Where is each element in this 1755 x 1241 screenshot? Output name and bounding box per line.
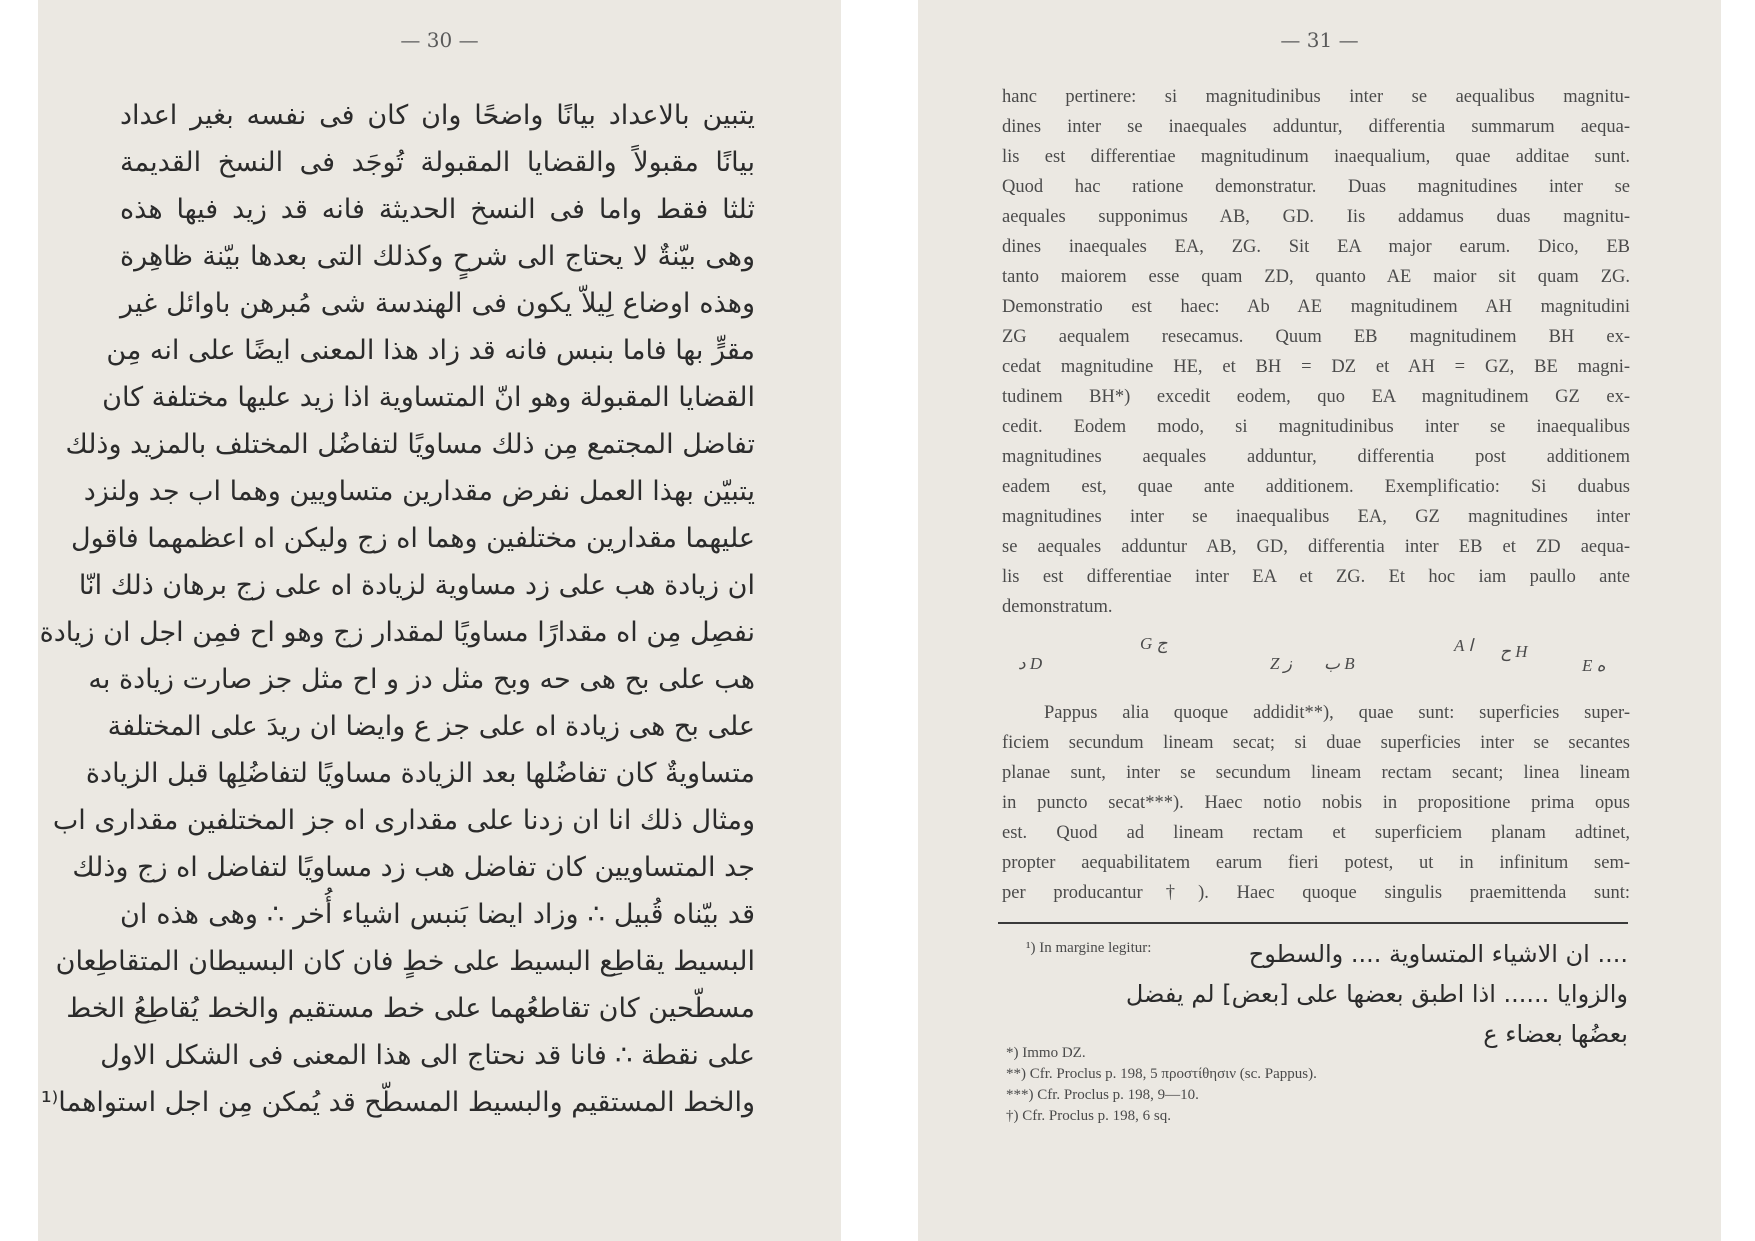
latin-line: est. Quod ad lineam rectam et superficiem planam adtinet, [1002, 823, 1630, 843]
latin-line: demonstratum. [1002, 597, 1113, 617]
footnote: †) Cfr. Proclus p. 198, 6 sq. [1006, 1108, 1171, 1124]
latin-line: cedit. Eodem modo, si magnitudinibus inter se inaequalibus [1002, 417, 1630, 437]
arabic-line: نفصِل مِن اه مقدارًا مساويًا لمقدار زج وهو اح فمِن اجل ان زيادة [39, 617, 755, 648]
footnote-rule [998, 922, 1628, 924]
figure-label-h: ح H [1500, 642, 1528, 661]
arabic-line: هب على بح هى حه وبح مثل دز و اح مثل جز صارت زيادة به [88, 664, 755, 695]
footnote: ***) Cfr. Proclus p. 198, 9—10. [1006, 1087, 1199, 1103]
right-page [918, 0, 1721, 1241]
arabic-line: والخط المستقيم والبسيط المسطّح قد يُمكن مِن اجل استواهما⁽¹ [40, 1087, 755, 1118]
arabic-line: القضايا المقبولة وهو انّ المتساوية اذا زيد عليها مختلفة كان [102, 382, 755, 413]
latin-line: lis est differentiae inter EA et ZG. Et hoc iam paullo ante [1002, 567, 1630, 587]
figure-label-d: د D [1018, 654, 1043, 673]
arabic-line: ان زيادة هب على زد مساوية لزيادة اه على زج برهان ذلك انّا [78, 570, 755, 601]
figure-label-a: A ا [1454, 636, 1474, 655]
figure-label-z: Z ز [1270, 654, 1292, 673]
latin-line: Pappus alia quoque addidit**), quae sunt: superficies super- [1044, 703, 1630, 723]
latin-line: Demonstratio est haec: Ab AE magnitudinem AH magnitudini [1002, 297, 1630, 317]
arabic-line: وهى بيّنةٌ لا يحتاج الى شرحٍ وكذلك التى بعدها بيّنة ظاهِرة [120, 241, 755, 272]
footnote-arabic-line: .... ان الاشياء المتساوية .... والسطوح [1248, 940, 1628, 968]
latin-line: Quod hac ratione demonstratur. Duas magnitudines inter se [1002, 177, 1630, 197]
arabic-line: قد بيّناه قُبيل ∴ وزاد ايضا بَنبس اشياء أُخر ∴ وهى هذه ان [120, 899, 755, 930]
line-figure [1002, 630, 1630, 680]
footnote-margin-label: ¹) In margine legitur: [1026, 940, 1152, 956]
arabic-text-block [39, 92, 755, 1126]
arabic-line: على نقطة ∴ فانا قد نحتاج الى هذا المعنى فى الشكل الاول [100, 1040, 755, 1071]
latin-line: dines inter se inaequales adduntur, differentia summarum aequa- [1002, 117, 1630, 137]
latin-line: per producantur†). Haec quoque singulis praemittenda sunt: [1002, 883, 1630, 903]
latin-line: tanto maiorem esse quam ZD, quanto AE maior sit quam ZG. [1002, 267, 1630, 287]
arabic-line: على بح هى زيادة اه على جز ع وايضا ان ريدَ على المختلفة [107, 711, 755, 742]
latin-line: dines inaequales EA, ZG. Sit EA major earum. Dico, EB [1002, 237, 1630, 257]
figure-label-g: G ج [1140, 634, 1168, 653]
page-number: — 30 — [400, 28, 479, 52]
latin-line: planae sunt, inter se secundum lineam rectam secant; linea lineam [1002, 763, 1630, 783]
arabic-line: بيانًا مقبولاً والقضايا المقبولة تُوجَد فى النسخ القديمة [120, 147, 755, 178]
arabic-line: يتبيّن بهذا العمل نفرض مقدارين متساويين وهما اب جد ولنزد [83, 476, 755, 507]
latin-text-block-bottom [1002, 698, 1630, 908]
latin-line: magnitudines inter se inaequalibus EA, GZ magnitudines inter [1002, 507, 1630, 527]
figure-label-b: ب B [1324, 654, 1355, 673]
arabic-line: مسطّحين كان تقاطعُهما على خط مستقيم والخط يُقاطِعُ الخط [66, 993, 755, 1024]
latin-line: propter aequabilitatem earum fieri potest, ut in infinitum sem- [1002, 853, 1630, 873]
arabic-line: يتبين بالاعداد بيانًا واضحًا وان كان فى نفسه بغير اعداد [120, 100, 755, 131]
latin-line: se aequales adduntur AB, GD, differentia inter EB et ZD aequa- [1002, 537, 1630, 557]
latin-text-block-top [1002, 82, 1630, 622]
latin-line: cedat magnitudine HE, et BH = DZ et AH = GZ, BE magni- [1002, 357, 1630, 377]
footnote-arabic-line: بعضُها بعضاء ع [1483, 1020, 1628, 1048]
arabic-line: ثلثا فقط واما فى النسخ الحديثة فانه قد زيد فيها هذه [120, 194, 755, 225]
latin-line: in puncto secat***). Haec notio nobis in propositione prima opus [1002, 793, 1630, 813]
arabic-line: جد المتساويين كان تفاضل هب زد مساويًا لتفاضل اه زج وذلك [72, 852, 755, 883]
arabic-line: عليهما مقدارين مختلفين وهما اه زج وليكن اه اعظمهما فاقول [71, 523, 755, 554]
latin-line: eadem est, quae ante additionem. Exemplificatio: Si duabus [1002, 477, 1630, 497]
arabic-line: وهذه اوضاع لِيلاّ يكون فى الهندسة شى مُبرهن باوائل غير [120, 288, 755, 319]
footnote: **) Cfr. Proclus p. 198, 5 προστίθησιν (sc. Pappus). [1006, 1066, 1317, 1082]
left-page [38, 0, 841, 1241]
latin-line: ZG aequalem resecamus. Quum EB magnitudinem BH ex- [1002, 327, 1630, 347]
arabic-line: تفاضل المجتمع مِن ذلك مساويًا لتفاضُل المختلف بالمزيد وذلك [65, 429, 755, 460]
figure-label-e: E ه [1582, 656, 1606, 675]
latin-line: ficiem secundum lineam secat; si duae superficies inter se secantes [1002, 733, 1630, 753]
footnote-arabic-line: والزوايا ...... اذا اطبق بعضها على [بعض] لم يفضل [1125, 980, 1628, 1008]
latin-line: aequales supponimus AB, GD. Iis addamus duas magnitu- [1002, 207, 1630, 227]
page-number: — 31 — [1280, 28, 1359, 52]
arabic-line: مقرٍّ بها فاما بنبس فانه قد زاد هذا المعنى ايضًا على انه مِن [106, 335, 755, 366]
latin-line: magnitudines aequales adduntur, differentia post additionem [1002, 447, 1630, 467]
latin-line: tudinem BH*) excedit eodem, quo EA magnitudinem GZ ex- [1002, 387, 1630, 407]
latin-line: lis est differentiae magnitudinum inaequalium, quae additae sunt. [1002, 147, 1630, 167]
arabic-line: متساويةٌ كان تفاضُلها بعد الزيادة مساويًا لتفاضُلِها قبل الزيادة [85, 758, 755, 789]
arabic-line: البسيط يقاطِع البسيط على خطٍ فان كان البسيطان المتقاطِعان [55, 946, 755, 977]
latin-line: hanc pertinere: si magnitudinibus inter se aequalibus magnitu- [1002, 87, 1630, 107]
arabic-line: ومثال ذلك انا ان زدنا على مقدارى اه جز المختلفين مقدارى اب [52, 805, 755, 836]
footnote: *) Immo DZ. [1006, 1045, 1086, 1061]
